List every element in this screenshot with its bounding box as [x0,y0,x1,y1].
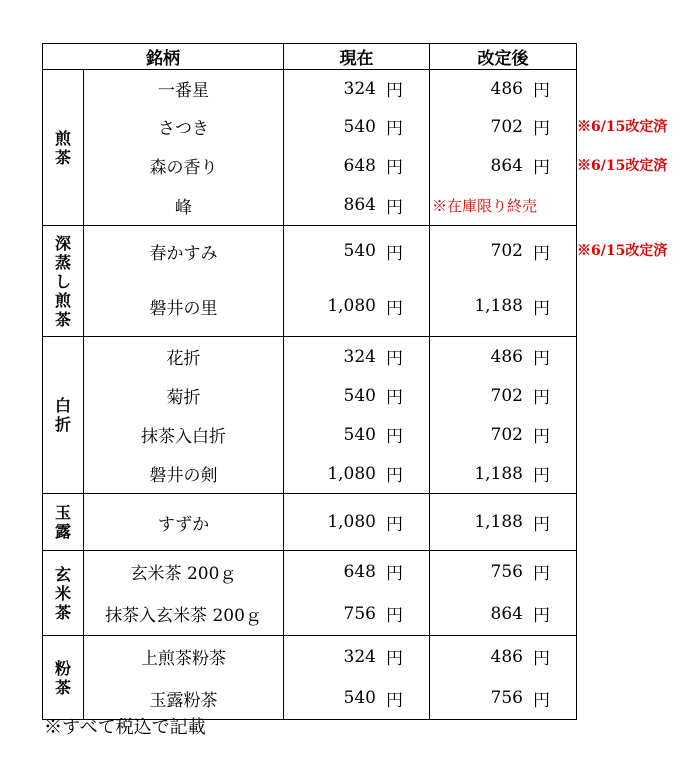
yen-unit: 円 [386,298,403,319]
item-name-column [84,636,284,720]
revised-price-column [430,70,577,226]
yen-unit: 円 [533,349,550,369]
yen-unit: 円 [533,388,550,408]
category-group [43,636,577,720]
revised-price [430,677,576,719]
yen-unit: 円 [533,564,550,584]
price-value: 540 [343,424,376,445]
item-name: 磐井の里 [149,298,218,319]
item-name: 春かすみ [149,243,218,264]
revised-price [430,415,576,454]
current-price [284,337,429,376]
price-value: 756 [490,688,523,708]
revised-price [430,337,576,376]
price-value: 1,080 [327,296,376,316]
revised-price-column [430,636,577,720]
current-price [284,592,429,635]
yen-unit: 円 [533,514,550,535]
revised-price [430,376,576,415]
current-price [284,70,429,107]
current-price [284,494,429,550]
category-group [43,494,577,551]
revised-price-column [430,551,577,636]
current-price [284,677,429,719]
price-value: 648 [343,155,376,176]
category-cell [43,551,84,636]
category-cell [43,226,84,337]
item-name: 森の香り [149,158,218,178]
yen-unit: 円 [533,690,550,711]
category-char: 粉 [54,658,71,678]
revised-price [430,107,576,146]
price-value: 1,080 [327,463,376,484]
price-value: 702 [490,116,523,137]
yen-unit: 円 [386,158,403,178]
yen-unit: 円 [533,243,550,264]
current-price [284,551,429,592]
yen-unit: 円 [533,649,550,669]
current-price [284,276,429,336]
item-name: 上煎茶粉茶 [141,649,226,669]
price-value: 1,188 [474,512,523,532]
price-value: 1,188 [474,463,523,484]
revised-price [430,226,576,276]
revised-price [430,146,576,185]
current-price-column [284,70,430,226]
price-value: 324 [343,646,376,667]
yen-unit: 円 [386,606,403,626]
header-current: 現在 [284,44,430,70]
revised-price [430,276,576,336]
item-name: 玉露粉茶 [149,690,218,711]
item-name: 峰 [175,197,192,218]
revised-price-column [430,337,577,494]
price-value: 486 [490,646,523,667]
current-price [284,226,429,276]
yen-unit: 円 [386,514,403,535]
header-revised: 改定後 [430,44,577,70]
current-price-column [284,636,430,720]
current-price [284,454,429,493]
price-value: 486 [490,78,523,99]
revised-price-column [430,226,577,337]
category-char: 玉 [54,503,71,522]
yen-unit: 円 [386,649,403,669]
yen-unit: 円 [533,81,550,101]
item-name: 磐井の剣 [149,466,218,486]
price-value: 1,080 [327,512,376,532]
item-name: 菊折 [166,388,201,408]
price-value: 864 [490,155,523,176]
current-price [284,185,429,225]
tax-footnote: ※すべて税込で記載 [44,717,206,738]
yen-unit: 円 [386,466,403,486]
header-brand: 銘柄 [43,44,284,70]
item-name: さつき [158,119,209,139]
yen-unit: 円 [386,690,403,711]
price-value: 324 [343,346,376,367]
current-price-column [284,494,430,551]
current-price-column [284,226,430,337]
category-char: し [54,271,71,291]
price-value: 648 [343,561,376,582]
current-price [284,376,429,415]
item-name-column [84,226,284,337]
yen-unit: 円 [533,158,550,178]
item-name-column [84,494,284,551]
yen-unit: 円 [533,466,550,486]
price-value: 864 [490,603,523,624]
revised-price [430,494,576,550]
revision-note: ※6/15改定済 [577,157,668,174]
revised-price [430,592,576,635]
discontinued-note: ※在庫限り終売 [432,196,538,215]
yen-unit: 円 [386,243,403,264]
category-char: 白 [54,396,71,415]
category-char: 米 [54,583,71,603]
category-char: 茶 [54,602,71,622]
revision-note: ※6/15改定済 [577,118,668,135]
revised-price [430,454,576,493]
category-char: 折 [54,415,71,434]
revised-price [430,551,576,592]
revision-note: ※6/15改定済 [577,243,668,259]
price-value: 756 [343,603,376,624]
yen-unit: 円 [533,427,550,447]
category-group [43,551,577,636]
item-name: 玄米茶 200ｇ [130,564,237,584]
yen-unit: 円 [533,119,550,139]
category-char: 深 [54,233,71,253]
item-name: すずか [157,514,210,535]
current-price [284,415,429,454]
category-char: 茶 [54,309,71,329]
item-name-column [84,70,284,226]
price-value: 702 [490,241,523,261]
price-value: 324 [343,78,376,99]
current-price [284,146,429,185]
price-table [42,43,577,720]
item-name: 一番星 [158,81,209,101]
category-cell [43,337,84,494]
category-char: 蒸 [54,252,71,272]
current-price-column [284,551,430,636]
category-char: 煎 [54,128,71,148]
revised-price [430,70,576,107]
revised-price [430,636,576,677]
header-row [43,44,577,70]
category-char: 茶 [54,147,71,167]
category-cell [43,494,84,551]
price-value: 540 [343,688,376,708]
category-char: 玄 [54,564,71,584]
revised-price-column [430,494,577,551]
category-group [43,337,577,494]
price-value: 540 [343,241,376,261]
category-char: 茶 [54,677,71,697]
yen-unit: 円 [533,298,550,319]
price-value: 540 [343,385,376,406]
yen-unit: 円 [533,606,550,626]
yen-unit: 円 [386,564,403,584]
current-price [284,636,429,677]
yen-unit: 円 [386,197,403,218]
yen-unit: 円 [386,349,403,369]
price-value: 756 [490,561,523,582]
yen-unit: 円 [386,119,403,139]
item-name-column [84,551,284,636]
price-value: 540 [343,116,376,137]
price-value: 702 [490,424,523,445]
current-price-column [284,337,430,494]
item-name: 抹茶入白折 [141,427,226,447]
yen-unit: 円 [386,81,403,101]
price-value: 486 [490,346,523,367]
category-char: 煎 [54,290,71,310]
price-value: 864 [343,195,376,215]
price-value: 1,188 [474,296,523,316]
price-value: 702 [490,385,523,406]
category-char: 露 [54,522,71,541]
yen-unit: 円 [386,388,403,408]
category-cell [43,636,84,720]
item-name: 抹茶入玄米茶 200ｇ [105,606,262,626]
current-price [284,107,429,146]
yen-unit: 円 [386,427,403,447]
category-group [43,70,577,226]
item-name: 花折 [166,349,201,369]
item-name-column [84,337,284,494]
category-group [43,226,577,337]
category-cell [43,70,84,226]
